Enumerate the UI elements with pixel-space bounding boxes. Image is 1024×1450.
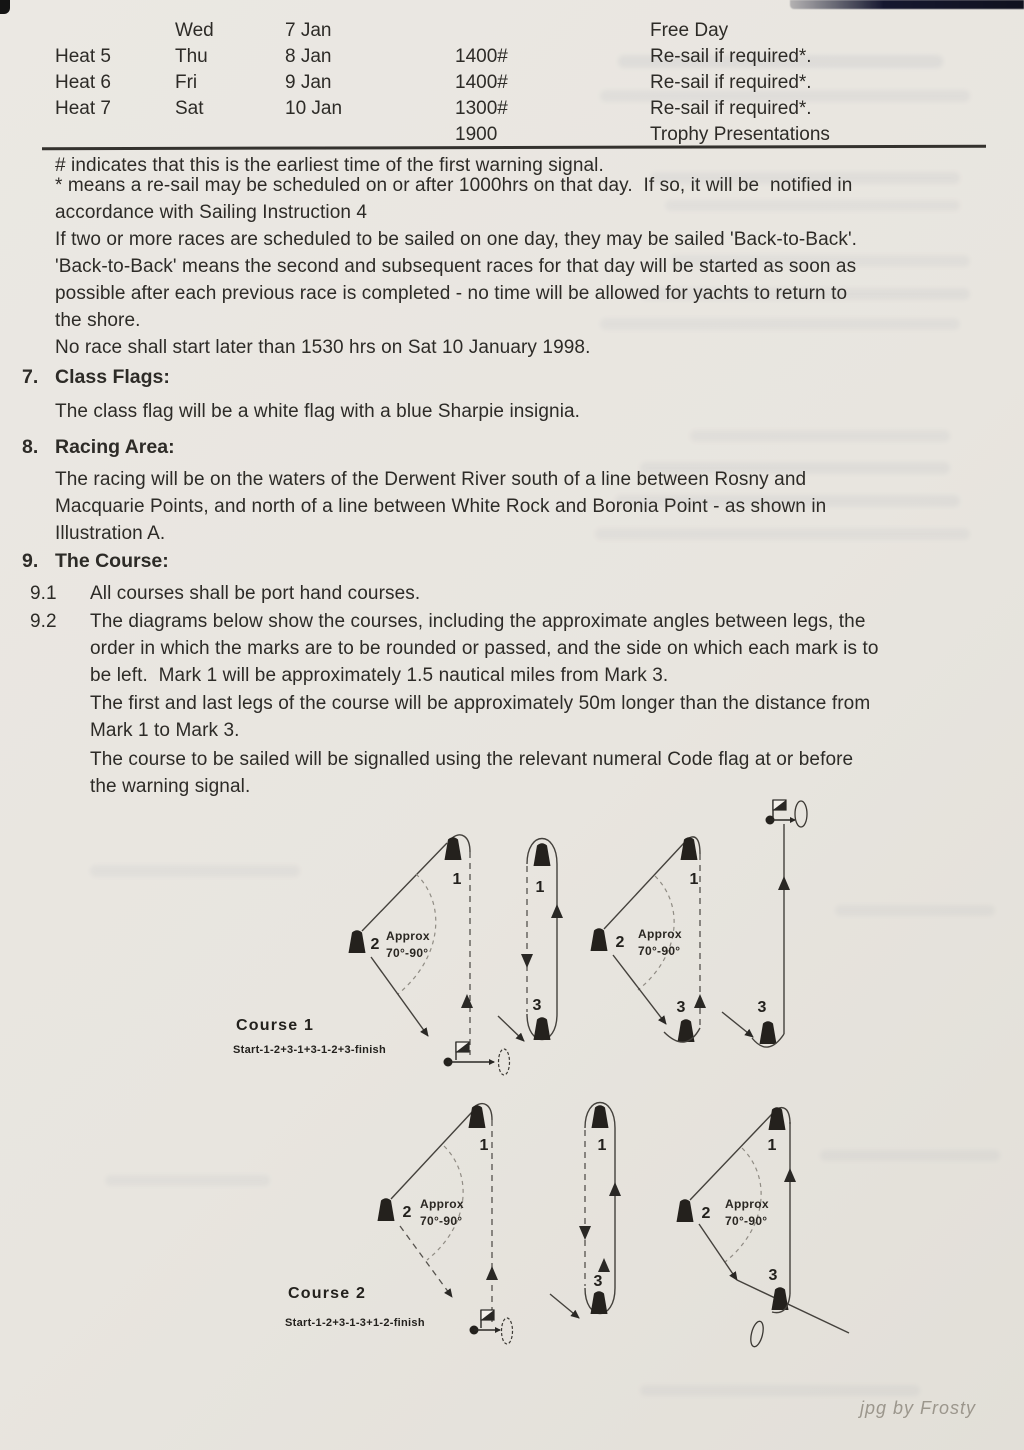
rule-number: 9.2 <box>30 611 57 632</box>
text-line: order in which the marks are to be rounded or passed, and the side on which each mark is to <box>90 638 879 659</box>
text-line: be left. Mark 1 will be approximately 1.5 nautical miles from Mark 3. <box>90 665 669 686</box>
text-line: Mark 1 to Mark 3. <box>90 720 240 741</box>
date-cell: 7 Jan <box>285 20 332 41</box>
mark-label: 2 <box>615 934 625 951</box>
mark-label: 1 <box>452 871 462 888</box>
leg-line <box>391 1112 472 1199</box>
heat-cell: Heat 7 <box>55 98 111 119</box>
gybe-mark-icon <box>378 1198 395 1221</box>
course1-start-triangle <box>349 835 510 1075</box>
leg-arrow <box>699 1224 737 1280</box>
day-cell: Fri <box>175 72 198 93</box>
angle-label: Approx <box>638 927 682 941</box>
day-cell: Wed <box>175 20 214 41</box>
mark-label: 3 <box>676 999 686 1016</box>
up-arrow-icon <box>486 1266 498 1280</box>
angle-label: 70°-90° <box>725 1214 768 1228</box>
note-cell: Re-sail if required*. <box>650 98 812 119</box>
mark-label: 2 <box>370 936 380 953</box>
text-line: All courses shall be port hand courses. <box>90 583 421 604</box>
mark-label: 1 <box>535 879 545 896</box>
note-cell: Re-sail if required*. <box>650 72 812 93</box>
course-title: Course 2 <box>288 1285 367 1302</box>
mark-label: 1 <box>767 1137 777 1154</box>
section-number: 8. <box>22 436 39 458</box>
leg-arrow <box>400 1226 452 1297</box>
up-arrow-icon <box>778 876 790 890</box>
course1-second-triangle <box>591 837 707 1042</box>
down-arrow-icon <box>521 954 533 968</box>
text-line: No race shall start later than 1530 hrs on Sat 10 January 1998. <box>55 337 591 358</box>
leg-line <box>362 843 447 931</box>
course2-second-triangle <box>677 1107 850 1348</box>
course-title: Course 1 <box>236 1017 315 1034</box>
text-line: If two or more races are scheduled to be sailed on one day, they may be sailed 'Back-to-Back'. <box>55 229 858 250</box>
angle-label: Approx <box>420 1197 464 1211</box>
rule-number: 9.1 <box>30 583 57 604</box>
text-line: 'Back-to-Back' means the second and subsequent races for that day will be started as soon as <box>55 256 857 277</box>
scan-corner-artifact <box>0 0 10 14</box>
text-line: the shore. <box>55 310 141 331</box>
text-line: The class flag will be a white flag with a blue Sharpie insignia. <box>55 401 581 422</box>
text-line: The racing will be on the waters of the Derwent River south of a line between Rosny and <box>55 469 807 490</box>
leg-line <box>690 1114 772 1200</box>
loop-line <box>527 839 557 1040</box>
mark-label: 2 <box>402 1204 412 1221</box>
text-line: possible after each previous race is completed - no time will be allowed for yachts to return to <box>55 283 848 304</box>
mark-label: 3 <box>593 1273 603 1290</box>
entry-arrow <box>722 1012 753 1037</box>
date-cell: 10 Jan <box>285 98 343 119</box>
heat-cell: Heat 5 <box>55 46 111 67</box>
angle-label: 70°-90° <box>638 944 681 958</box>
day-cell: Sat <box>175 98 204 119</box>
finish-line <box>766 800 808 827</box>
date-cell: 8 Jan <box>285 46 332 67</box>
up-arrow-icon <box>551 904 563 918</box>
windward-mark-icon <box>592 1105 609 1128</box>
gybe-mark-icon <box>677 1199 694 1222</box>
angle-label: Approx <box>386 929 430 943</box>
course1-finish-leg <box>722 800 807 1047</box>
leg-arrow <box>371 957 428 1036</box>
start-line <box>444 1042 510 1075</box>
leg-line <box>604 843 684 929</box>
text-line: accordance with Sailing Instruction 4 <box>55 202 368 223</box>
time-cell: 1400# <box>455 72 508 93</box>
up-arrow-icon <box>609 1182 621 1196</box>
committee-boat-icon <box>749 1320 766 1348</box>
text-line: # indicates that this is the earliest time of the first warning signal. <box>55 155 604 176</box>
section-title: Class Flags: <box>55 366 170 388</box>
leeward-mark-icon <box>760 1021 777 1044</box>
mark-label: 3 <box>768 1267 778 1284</box>
mark-label: 1 <box>597 1137 607 1154</box>
text-line: The first and last legs of the course will be approximately 50m longer than the distance from <box>90 693 871 714</box>
section-number: 7. <box>22 366 39 388</box>
leeward-mark-icon <box>591 1291 608 1314</box>
course1-sausage <box>498 839 563 1042</box>
windward-mark-icon <box>681 837 698 860</box>
finish-flag-icon <box>773 800 786 818</box>
section-number: 9. <box>22 550 39 572</box>
angle-label: Approx <box>725 1197 769 1211</box>
date-cell: 9 Jan <box>285 72 332 93</box>
finish-crossing-line <box>737 1280 849 1333</box>
leeward-mark-icon <box>534 1017 551 1040</box>
text-line: Macquarie Points, and north of a line between White Rock and Boronia Point - as shown in <box>55 496 827 517</box>
mark-label: 1 <box>689 871 699 888</box>
entry-arrow <box>498 1016 524 1041</box>
text-line: The course to be sailed will be signalled using the relevant numeral Code flag at or before <box>90 749 854 770</box>
committee-boat-icon <box>795 801 807 827</box>
up-arrow-icon <box>598 1258 610 1272</box>
mark-label: 3 <box>532 997 542 1014</box>
angle-label: 70°-90° <box>386 946 429 960</box>
note-cell: Trophy Presentations <box>650 124 830 145</box>
course2-sausage <box>550 1103 621 1319</box>
course-sequence: Start-1-2+3-1+3-1-2+3-finish <box>233 1044 386 1056</box>
text-line: The diagrams below show the courses, including the approximate angles between legs, the <box>90 611 866 632</box>
mark-label: 1 <box>479 1137 489 1154</box>
windward-mark-icon <box>769 1107 786 1130</box>
windward-mark-icon <box>469 1105 486 1128</box>
section-title: The Course: <box>55 550 169 572</box>
windward-mark-icon <box>534 843 551 866</box>
up-arrow-icon <box>694 994 706 1008</box>
text-line: the warning signal. <box>90 776 251 797</box>
time-cell: 1900 <box>455 124 498 145</box>
heat-cell: Heat 6 <box>55 72 111 93</box>
down-arrow-icon <box>579 1226 591 1240</box>
time-cell: 1300# <box>455 98 508 119</box>
note-cell: Re-sail if required*. <box>650 46 812 67</box>
course-sequence: Start-1-2+3-1-3+1-2-finish <box>285 1317 425 1329</box>
entry-arrow <box>550 1294 579 1318</box>
mark-label: 3 <box>757 999 767 1016</box>
section-title: Racing Area: <box>55 436 175 458</box>
start-line <box>470 1310 513 1344</box>
gybe-mark-icon <box>349 930 366 953</box>
committee-boat-icon <box>499 1049 510 1075</box>
windward-mark-icon <box>445 837 462 860</box>
course2-start-triangle <box>378 1104 513 1344</box>
day-cell: Thu <box>175 46 208 67</box>
course1-diagram <box>233 800 807 1075</box>
leg-arrow <box>613 955 666 1024</box>
course2-diagram <box>285 1103 849 1348</box>
watermark: jpg by Frosty <box>860 1398 977 1418</box>
angle-label: 70°-90° <box>420 1214 463 1228</box>
start-flag-icon <box>481 1310 494 1328</box>
up-arrow-icon <box>461 994 473 1008</box>
scan-edge-artifact <box>790 0 1024 9</box>
gybe-mark-icon <box>591 928 608 951</box>
text-line: * means a re-sail may be scheduled on or after 1000hrs on that day. If so, it will be notified in <box>55 175 853 196</box>
time-cell: 1400# <box>455 46 508 67</box>
mark-label: 2 <box>701 1205 711 1222</box>
note-cell: Free Day <box>650 20 729 41</box>
committee-boat-icon <box>502 1318 513 1344</box>
text-line: Illustration A. <box>55 523 166 544</box>
up-arrow-icon <box>784 1168 796 1182</box>
start-flag-icon <box>456 1042 469 1060</box>
